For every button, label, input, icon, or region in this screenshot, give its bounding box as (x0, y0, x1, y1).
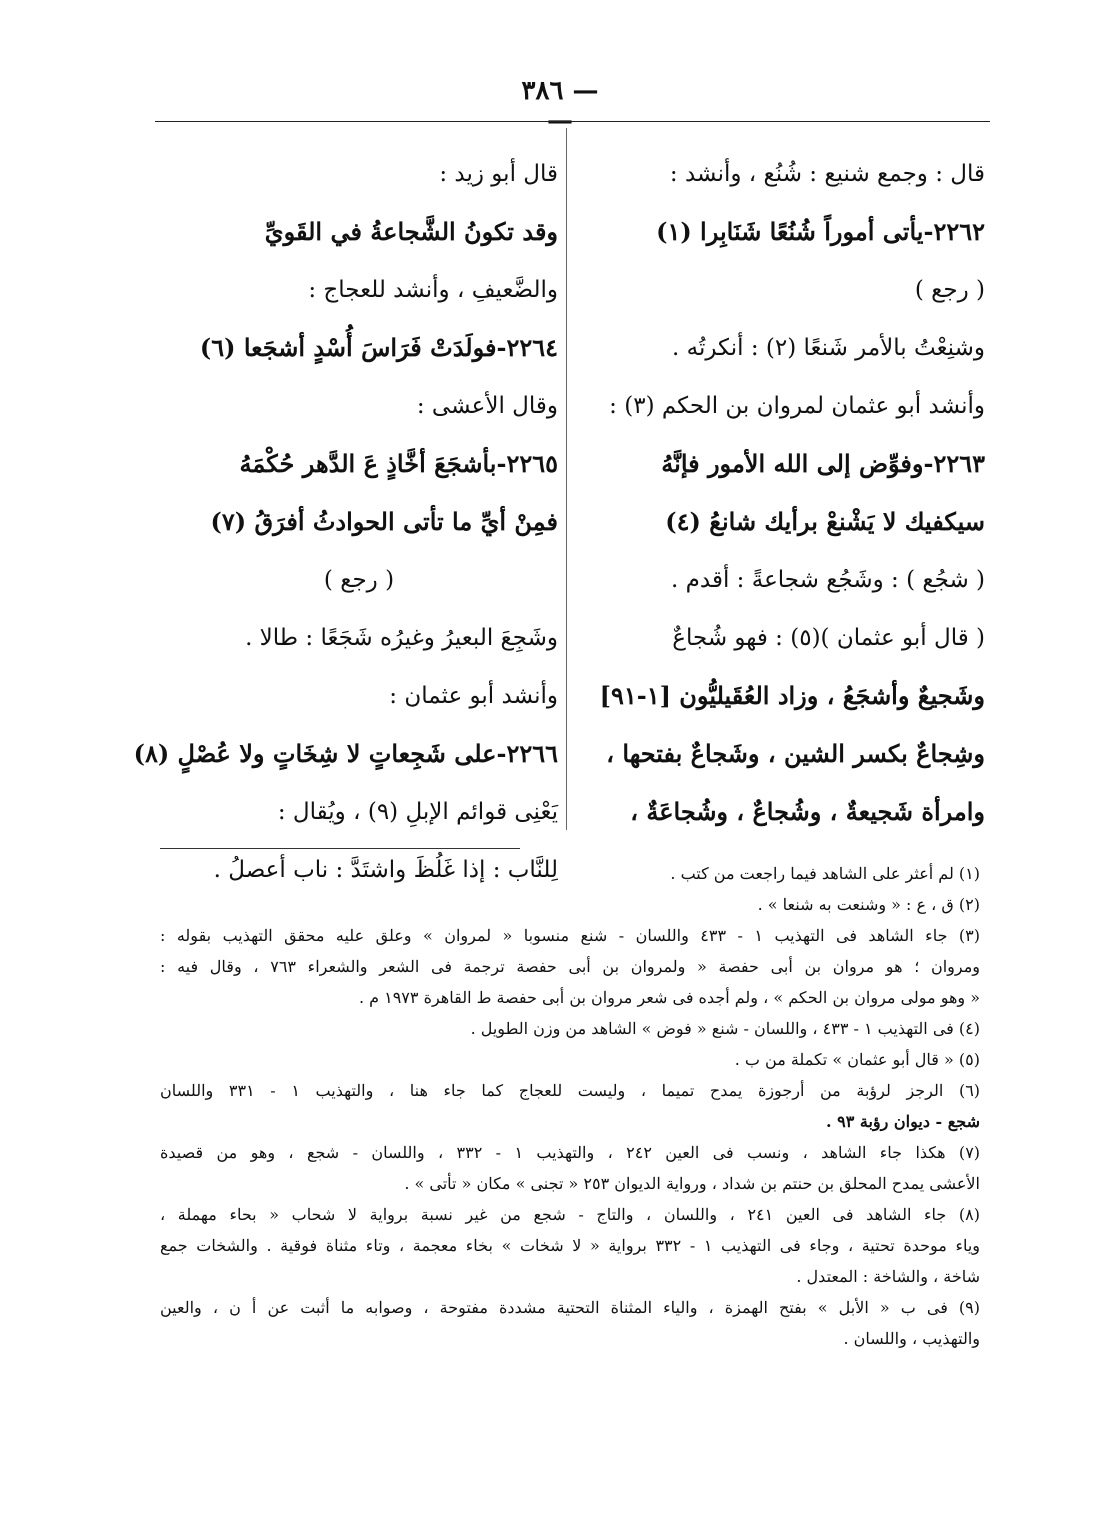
text-line: وأنشد أبو عثمان : (389, 683, 558, 709)
footnote-rule (160, 848, 520, 849)
footnote-line: (٢) ق ، ع : « وشنعت به شنعا » . (757, 895, 980, 914)
header-rule (155, 121, 990, 122)
text-line: ٢٢٦٦-على شَجِعاتٍ لا شِخَاتٍ ولا عُصْلٍ (٨) (133, 739, 558, 768)
footnote-line: (٦) الرجز لرؤبة من أرجوزة يمدح تميما ، وليست للعجاج كما جاء هنا ، والتهذيب ١ - ٣٣١ واللسان (160, 1081, 981, 1100)
text-line: وشَجيعٌ وأشجَعُ ، وزاد العُقَيليُّون [١-٩١] (599, 681, 985, 710)
text-line: قال أبو زيد : (439, 161, 558, 187)
footnote-line: (٧) هكذا جاء الشاهد ، ونسب فى العين ٢٤٢ ، والتهذيب ١ - ٣٣٢ ، واللسان - شجع ، وهو من قصيدة (160, 1143, 981, 1162)
footnote-line: (٥) « قال أبو عثمان » تكملة من ب . (734, 1050, 980, 1069)
text-line: ( رجع ) (323, 567, 395, 593)
footnote-line: والتهذيب ، واللسان . (843, 1329, 980, 1348)
text-line: والضَّعيفِ ، وأنشد للعجاج : (308, 277, 558, 303)
text-line: ( قال أبو عثمان )(٥) : فهو شُجاعٌ (672, 625, 985, 651)
page-number: — ٣٨٦ — (521, 76, 599, 136)
text-line: لِلنَّاب : إذا غَلُظَ واشتَدَّ : ناب أعصلُ . (213, 857, 558, 883)
footnote-line: شجع - ديوان رؤبة ٩٣ . (825, 1112, 980, 1131)
text-line: ٢٢٦٤-فولَدَتْ فَرَاسَ أُسْدٍ أشجَعا (٦) (199, 333, 558, 362)
text-line: ( شجُع ) : وشَجُع شجاعةً : أقدم . (671, 567, 985, 593)
text-line: يَعْنِى قوائم الإبلِ (٩) ، ويُقال : (277, 799, 558, 825)
text-line: وأنشد أبو عثمان لمروان بن الحكم (٣) : (609, 393, 985, 419)
footnote-line: ومروان ؛ هو مروان بن أبى حفصة « ولمروان بن أبى حفصة ترجمة فى الشعر والشعراء ٧٦٣ ، وقال فيه : (160, 957, 981, 976)
footnote-line: شاخة ، والشاخة : المعتدل . (796, 1267, 980, 1286)
text-line: وقال الأعشى : (416, 393, 558, 419)
text-line: قال : وجمع شنيع : شُنُع ، وأنشد : (669, 161, 985, 187)
text-line: فمِنْ أيِّ ما تأتى الحوادثُ أفرَقُ (٧) (210, 507, 558, 536)
text-line: سيكفيك لا يَشْنعْ برأيك شانعُ (٤) (665, 507, 985, 536)
text-line: وشَجِعَ البعيرُ وغيرُه شَجَعًا : طالا . (245, 625, 558, 651)
footnote-line: (٩) فى ب « الأبل » بفتح الهمزة ، والياء المثناة التحتية مشددة مفتوحة ، وصوابه ما أثبت عن أ ن ، والعين (160, 1298, 980, 1317)
footnote-line: « وهو مولى مروان بن الحكم » ، ولم أجده فى شعر مروان بن أبى حفصة ط القاهرة ١٩٧٣ م . (358, 988, 980, 1007)
text-line: وشنِعْتُ بالأمر شَنعًا (٢) : أنكرتُه . (671, 335, 985, 361)
text-line: ٢٢٦٣-وفوِّض إلى الله الأمور فإنَّهُ (661, 449, 985, 478)
text-line: ٢٢٦٥-بأشجَعَ أخَّاذٍ عَ الدَّهر حُكْمَهُ (239, 449, 558, 478)
footnote-line: الأعشى يمدح المحلق بن حنتم بن شداد ، ورواية الديوان ٢٥٣ « تجنى » مكان « تأتى » . (404, 1174, 980, 1193)
text-line: ( رجع ) (914, 277, 985, 303)
text-line: وقد تكونُ الشَّجاعةُ في القَويِّ (264, 217, 558, 246)
footnote-line: (٨) جاء الشاهد فى العين ٢٤١ ، واللسان ، والتاج - شجع من غير نسبة برواية لا شحاب « بحاء مهملة ، (160, 1205, 980, 1224)
text-line: وامرأة شَجيعةٌ ، وشُجاعٌ ، وشُجاعَةٌ ، (630, 797, 985, 826)
right-text-column (575, 148, 985, 844)
footnotes-section (160, 858, 980, 1354)
text-line: ٢٢٦٢-يأتى أموراً شُنُعًا شَنَابِرا (١) (656, 217, 985, 246)
text-line: وشِجاعٌ بكسر الشين ، وشَجاعٌ بفتحها ، (606, 739, 985, 768)
column-divider (566, 128, 567, 830)
footnote-line: (٤) فى التهذيب ١ - ٤٣٣ ، واللسان - شنع « فوض » الشاهد من وزن الطويل . (470, 1019, 980, 1038)
left-text-column (133, 148, 558, 902)
footnote-line: وياء موحدة تحتية ، وجاء فى التهذيب ١ - ٣٣٢ برواية « لا شخات » بخاء معجمة ، وتاء مثناة فوقية . والشخات جمع (160, 1236, 981, 1255)
footnote-line: (١) لم أعثر على الشاهد فيما راجعت من كتب . (670, 864, 980, 883)
footnote-line: (٣) جاء الشاهد فى التهذيب ١ - ٤٣٣ واللسان - شنع منسوبا « لمروان » وعلق عليه محقق التهذيب بقوله : (160, 926, 981, 945)
